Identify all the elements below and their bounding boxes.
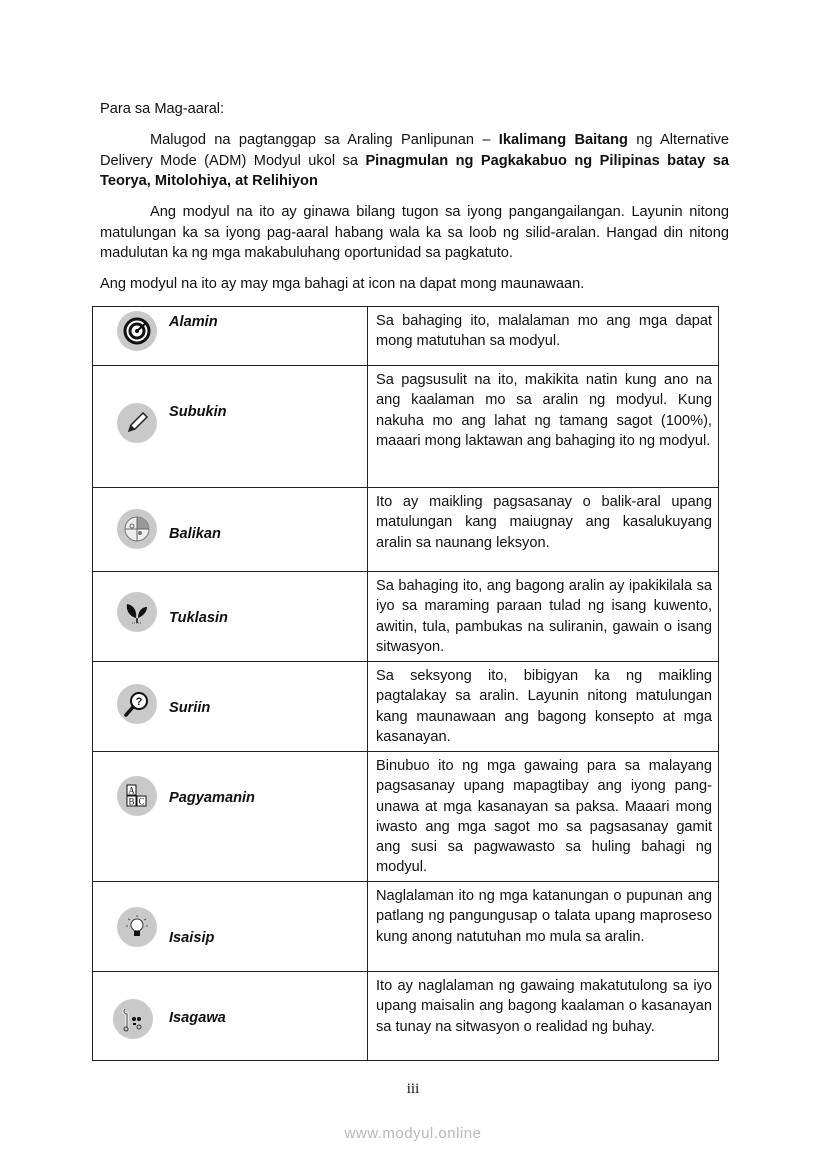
table-row — [93, 882, 719, 972]
abc-blocks-icon — [117, 776, 157, 816]
table-row — [93, 752, 719, 882]
svg-text:C: C — [138, 796, 145, 807]
section-description: Sa bahaging ito, malalaman mo ang mga dapat mong matutuhan sa modyul. — [368, 307, 719, 366]
section-description: Sa pagsusulit na ito, makikita natin kung ano na ang kaalaman mo sa aralin ng modyul. Kung nakuha mo ang lahat ng tamang sagot (100%), maaari mong laktawan ang bahaging ito ng modyul. — [368, 366, 719, 488]
icon-cell — [93, 366, 368, 488]
table-row — [93, 366, 719, 488]
target-icon — [117, 311, 157, 351]
icon-cell — [93, 882, 368, 972]
section-label: Subukin — [169, 404, 227, 420]
lightbulb-icon — [117, 907, 157, 947]
section-label: Tuklasin — [169, 610, 228, 626]
module-title: Pinagmulan ng Pagkakabuo ng Pilipinas batay sa Teorya, Mitolohiya, at Relihiyon — [100, 152, 729, 189]
table-row — [93, 972, 719, 1061]
puzzle-icon — [117, 509, 157, 549]
section-label: Alamin — [169, 314, 218, 330]
section-description: Binubuo ito ng mga gawaing para sa malayang pagsasanay upang mapagtibay ang iyong pang-unawa at mga kasanayan sa paksa. Maaari mong iwasto ang mga sagot mo sa pagsasanay gamit ang susi sa pagwawasto sa huling bahagi ng modyul. — [368, 752, 719, 882]
icon-cell — [93, 307, 368, 366]
greeting: Para sa Mag-aaral: — [100, 101, 225, 117]
icon-cell — [93, 662, 368, 752]
section-description: Sa bahaging ito, ang bagong aralin ay ipakikilala sa iyo sa maraming paraan tulad ng isang kuwento, awitin, tula, pambukas na suliranin, gawain o isang sitwasyon. — [368, 572, 719, 662]
section-label: Balikan — [169, 526, 221, 542]
section-description: Naglalaman ito ng mga katanungan o pupunan ang patlang ng pangungusap o talata upang maproseso kung anong natutuhan mo mula sa aralin. — [368, 882, 719, 972]
sprout-icon — [117, 592, 157, 632]
intro-text: Malugod na pagtanggap sa Araling Panlipunan – — [150, 132, 499, 148]
svg-text:?: ? — [135, 696, 143, 708]
intro-paragraph-2: Ang modyul na ito ay ginawa bilang tugon sa iyong pangangailangan. Layunin nitong matulungan ka sa iyong pag-aaral habang wala ka sa loob ng silid-aralan. Hangad din nitong madulutan ka ng mga makabuluhang oportunidad sa pagkatuto. — [100, 204, 729, 261]
svg-text:B: B — [128, 796, 135, 807]
intro-text: ng Alternative Delivery Mode (ADM) Modyul ukol sa — [100, 132, 729, 169]
table-row — [93, 488, 719, 572]
section-label: Isagawa — [169, 1010, 226, 1026]
icon-cell — [93, 752, 368, 882]
icon-cell — [93, 488, 368, 572]
magnifier-question-icon — [117, 684, 157, 724]
page-number: iii — [406, 1081, 420, 1097]
pencil-icon — [117, 403, 157, 443]
tools-icon — [113, 999, 153, 1039]
icon-cell — [93, 972, 368, 1061]
table-row — [93, 307, 719, 366]
section-label: Suriin — [169, 700, 211, 716]
section-description: Ito ay maikling pagsasanay o balik-aral upang matulungan kang maiugnay ang kasalukuyang aralin sa naunang leksyon. — [368, 488, 719, 572]
svg-text:A: A — [128, 785, 135, 796]
icons-table — [92, 306, 719, 1061]
table-row — [93, 572, 719, 662]
section-label: Pagyamanin — [169, 790, 255, 806]
section-description: Ito ay naglalaman ng gawaing makatutulong sa iyo upang maisalin ang bagong kaalaman o kasanayan sa tunay na sitwasyon o realidad ng buhay. — [368, 972, 719, 1061]
intro-paragraph-3: Ang modyul na ito ay may mga bahagi at icon na dapat mong maunawaan. — [100, 276, 585, 292]
watermark: www.modyul.online — [344, 1125, 482, 1142]
section-description: Sa seksyong ito, bibigyan ka ng maikling pagtalakay sa aralin. Layunin nitong matulungan kang maunawaan ang bagong konsepto at mga kasanayan. — [368, 662, 719, 752]
intro-paragraph-1 — [100, 130, 729, 192]
icon-cell — [93, 572, 368, 662]
section-label: Isaisip — [169, 930, 215, 946]
grade-level: Ikalimang Baitang — [498, 132, 628, 148]
table-row — [93, 662, 719, 752]
